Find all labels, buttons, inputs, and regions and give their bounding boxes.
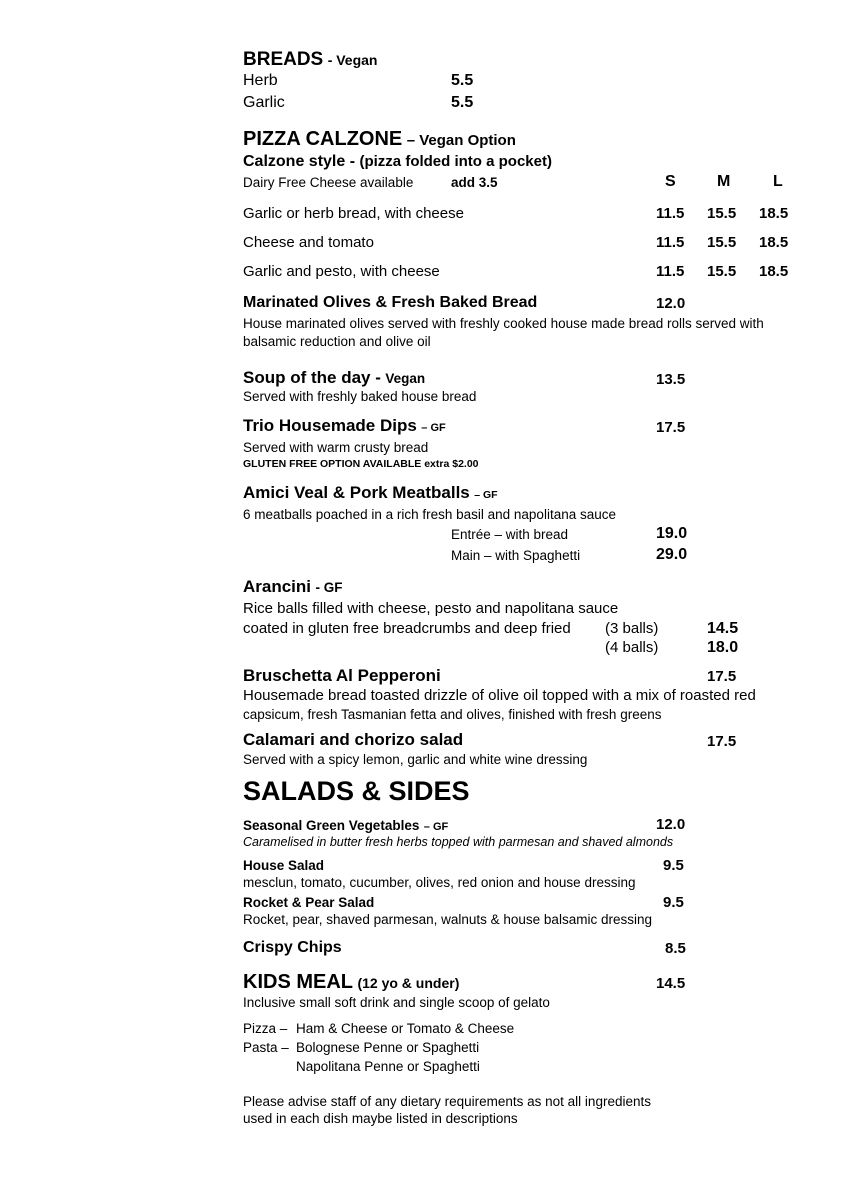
soup-title: Soup of the day - [243, 368, 381, 387]
calzone-vegan-note: – Vegan Option [406, 132, 516, 149]
size-l-header: L [773, 173, 783, 190]
arancini-3-balls-price: 14.5 [707, 620, 739, 637]
dietary-notice-line2: used in each dish maybe listed in descriptions [243, 1111, 518, 1126]
soup-desc: Served with freshly baked house bread [243, 389, 477, 404]
meatballs-title: Amici Veal & Pork Meatballs [243, 483, 470, 502]
calzone-title: PIZZA CALZONE [243, 128, 403, 150]
arancini-heading [243, 577, 342, 597]
arancini-gf-note: - GF [315, 580, 343, 595]
breads-herb-name: Herb [243, 72, 278, 89]
calzone-item-price-s: 11.5 [656, 234, 685, 251]
green-veg-price: 12.0 [656, 816, 686, 833]
meatballs-entree-label: Entrée – with bread [451, 527, 569, 542]
calzone-item-name: Garlic or herb bread, with cheese [243, 205, 464, 222]
chips-title: Crispy Chips [243, 939, 342, 956]
kids-pizza-options: Ham & Cheese or Tomato & Cheese [296, 1021, 515, 1036]
kids-meal-price: 14.5 [656, 975, 686, 992]
calzone-item-price-l: 18.5 [759, 234, 789, 251]
breads-vegan-note: - Vegan [327, 52, 378, 68]
calzone-item-price-l: 18.5 [759, 205, 789, 222]
meatballs-entree-price: 19.0 [656, 525, 688, 542]
calamari-price: 17.5 [707, 733, 737, 750]
bruschetta-desc-line2: capsicum, fresh Tasmanian fetta and olives, finished with fresh greens [243, 707, 662, 722]
calzone-item-price-l: 18.5 [759, 263, 789, 280]
breads-garlic-name: Garlic [243, 94, 285, 111]
dips-gf-option: GLUTEN FREE OPTION AVAILABLE extra $2.00 [243, 458, 479, 470]
green-veg-gf-note: – GF [423, 821, 449, 833]
bruschetta-title: Bruschetta Al Pepperoni [243, 666, 441, 685]
size-m-header: M [717, 173, 731, 190]
kids-pasta-options-1: Bolognese Penne or Spaghetti [296, 1040, 480, 1055]
calzone-item-price-s: 11.5 [656, 263, 685, 280]
kids-meal-heading [243, 971, 459, 994]
arancini-4-balls-label: (4 balls) [605, 639, 659, 656]
calamari-title: Calamari and chorizo salad [243, 730, 464, 749]
calzone-item-price-m: 15.5 [707, 263, 737, 280]
arancini-title: Arancini [243, 577, 312, 596]
soup-price: 13.5 [656, 371, 686, 388]
olives-title: Marinated Olives & Fresh Baked Bread [243, 294, 538, 311]
calzone-heading [243, 128, 516, 151]
kids-meal-desc: Inclusive small soft drink and single scoop of gelato [243, 995, 550, 1010]
meatballs-main-price: 29.0 [656, 546, 688, 563]
olives-desc-line2: balsamic reduction and olive oil [243, 334, 431, 349]
meatballs-desc: 6 meatballs poached in a rich fresh basil and napolitana sauce [243, 507, 616, 522]
green-veg-title: Seasonal Green Vegetables [243, 818, 420, 833]
breads-heading [243, 49, 377, 71]
calzone-item-name: Garlic and pesto, with cheese [243, 263, 440, 280]
calzone-item-price-s: 11.5 [656, 205, 685, 222]
arancini-desc-line1: Rice balls filled with cheese, pesto and napolitana sauce [243, 600, 619, 617]
calamari-desc: Served with a spicy lemon, garlic and white wine dressing [243, 752, 588, 767]
soup-vegan-note: Vegan [385, 371, 426, 386]
breads-garlic-price: 5.5 [451, 94, 474, 111]
bruschetta-price: 17.5 [707, 668, 737, 685]
dips-title: Trio Housemade Dips [243, 416, 417, 435]
bruschetta-desc-line1: Housemade bread toasted drizzle of olive oil topped with a mix of roasted red [243, 687, 756, 704]
salads-sides-heading: SALADS & SIDES [243, 776, 470, 806]
kids-pasta-options-2: Napolitana Penne or Spaghetti [296, 1059, 480, 1074]
house-salad-title: House Salad [243, 858, 325, 873]
dips-price: 17.5 [656, 419, 686, 436]
kids-meal-age-note: (12 yo & under) [357, 975, 460, 991]
calzone-item-name: Cheese and tomato [243, 234, 374, 251]
dietary-notice-line1: Please advise staff of any dietary requirements as not all ingredients [243, 1094, 651, 1109]
kids-pizza-label: Pizza – [243, 1021, 288, 1036]
calzone-item-price-m: 15.5 [707, 205, 737, 222]
dips-heading [243, 416, 446, 436]
dairy-free-label: Dairy Free Cheese available [243, 175, 414, 190]
house-salad-price: 9.5 [663, 857, 684, 874]
arancini-4-balls-price: 18.0 [707, 639, 739, 656]
soup-heading [243, 368, 425, 388]
arancini-desc-line2: coated in gluten free breadcrumbs and deep fried [243, 620, 571, 637]
dips-gf-note: – GF [421, 422, 446, 434]
rocket-pear-price: 9.5 [663, 894, 684, 911]
meatballs-heading [243, 483, 498, 503]
green-veg-desc: Caramelised in butter fresh herbs topped with parmesan and shaved almonds [243, 835, 674, 849]
rocket-pear-desc: Rocket, pear, shaved parmesan, walnuts & house balsamic dressing [243, 912, 652, 927]
arancini-3-balls-label: (3 balls) [605, 620, 659, 637]
calzone-style-label: Calzone style - [243, 153, 356, 170]
meatballs-gf-note: – GF [474, 489, 498, 501]
house-salad-desc: mesclun, tomato, cucumber, olives, red onion and house dressing [243, 875, 636, 890]
chips-price: 8.5 [665, 940, 686, 957]
calzone-item-price-m: 15.5 [707, 234, 737, 251]
breads-herb-price: 5.5 [451, 72, 474, 89]
calzone-style-note: (pizza folded into a pocket) [359, 153, 552, 170]
breads-title: BREADS [243, 49, 324, 70]
meatballs-main-label: Main – with Spaghetti [451, 548, 581, 563]
size-s-header: S [665, 173, 676, 190]
olives-desc-line1: House marinated olives served with freshly cooked house made bread rolls served with [243, 316, 764, 331]
calzone-subtitle [243, 153, 552, 171]
kids-pasta-label: Pasta – [243, 1040, 289, 1055]
kids-meal-title: KIDS MEAL [243, 971, 353, 993]
dairy-free-price: add 3.5 [451, 175, 498, 190]
rocket-pear-title: Rocket & Pear Salad [243, 895, 375, 910]
green-veg-heading [243, 817, 448, 835]
dips-desc: Served with warm crusty bread [243, 440, 429, 455]
olives-price: 12.0 [656, 295, 686, 312]
